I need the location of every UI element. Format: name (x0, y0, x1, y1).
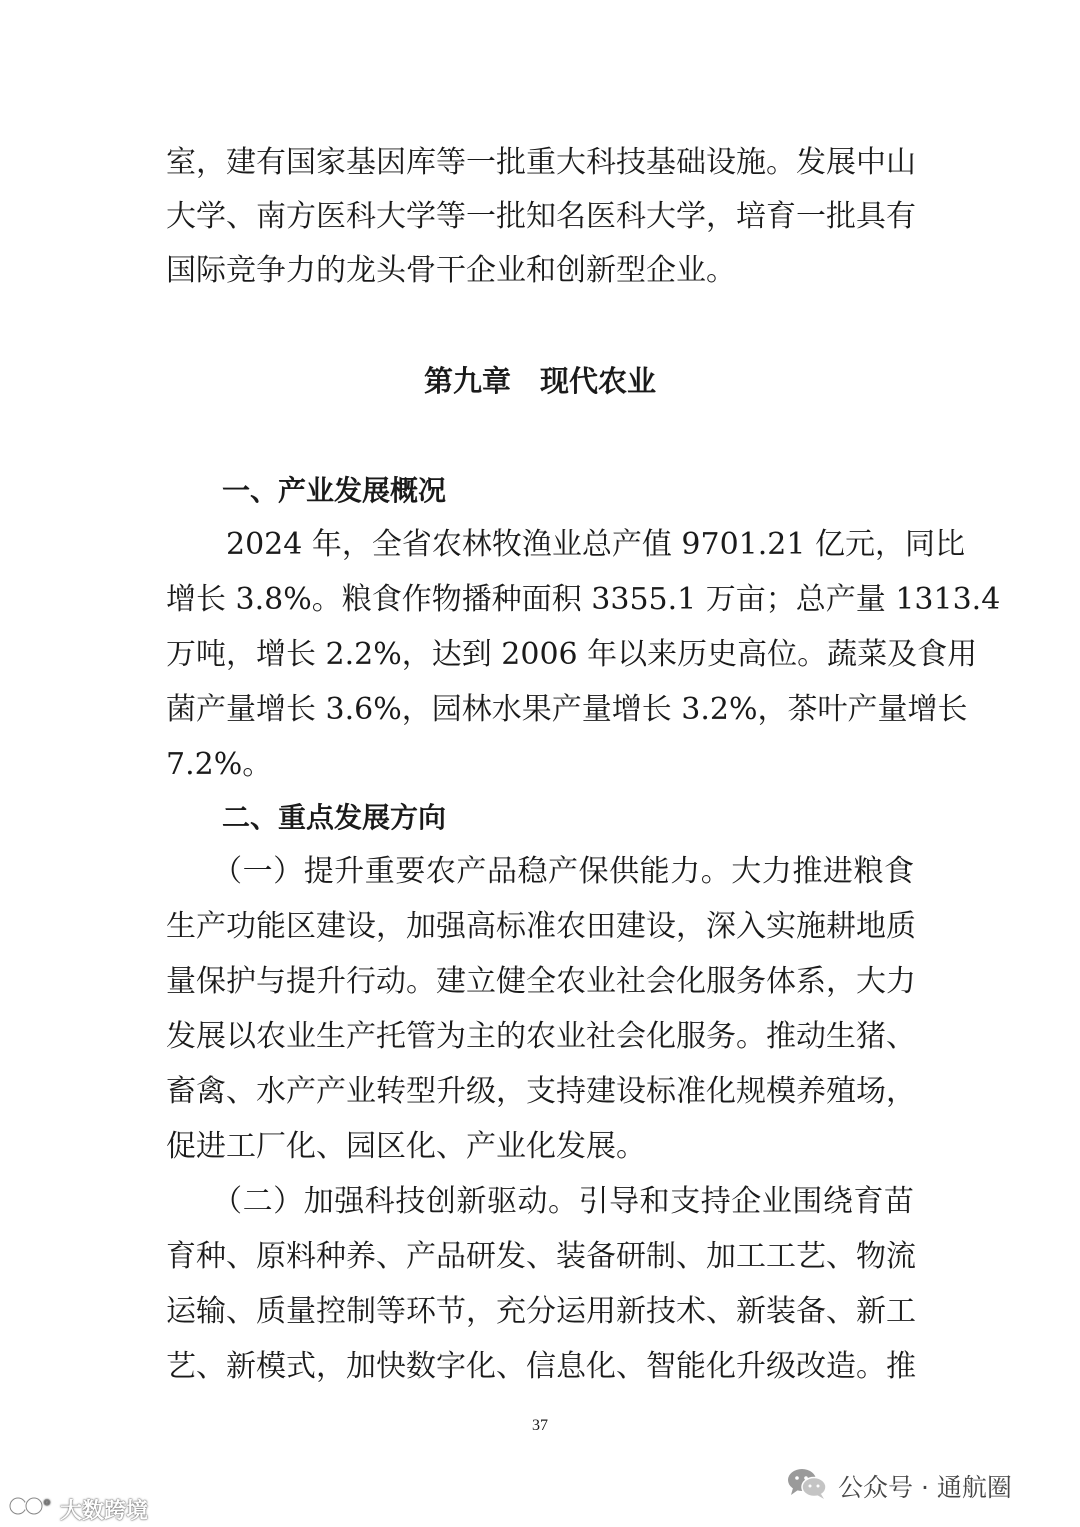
body-text-line: 增长 3.8%。粮食作物播种面积 3355.1 万亩；总产量 1313.4 (166, 582, 1001, 617)
body-text-line: 2024 年，全省农林牧渔业总产值 9701.21 亿元，同比 (166, 527, 966, 562)
body-text-line: 7.2%。 (166, 747, 273, 782)
body-text-line: 发展以农业生产托管为主的农业社会化服务。推动生猪、 (166, 1019, 916, 1054)
body-text-line: 生产功能区建设，加强高标准农田建设，深入实施耕地质 (166, 909, 916, 944)
watermark-text: 公众号 · 通航圈 (838, 1473, 1012, 1502)
svg-text:®: ® (43, 1498, 51, 1507)
body-text-line: 量保护与提升行动。建立健全农业社会化服务体系，大力 (166, 964, 916, 999)
body-text-line: 国际竞争力的龙头骨干企业和创新型企业。 (166, 253, 736, 288)
wechat-icon (786, 1466, 828, 1506)
body-text-line: 畜禽、水产产业转型升级，支持建设标准化规模养殖场， (166, 1074, 916, 1109)
body-text-line: 育种、原料种养、产品研发、装备研制、加工工艺、物流 (166, 1239, 916, 1274)
body-text-line: 大学、南方医科大学等一批知名医科大学，培育一批具有 (166, 199, 916, 234)
body-text-line: 艺、新模式，加快数字化、信息化、智能化升级改造。推 (166, 1349, 916, 1384)
page-number: 37 (532, 1417, 548, 1434)
chapter-title: 第九章 现代农业 (423, 364, 656, 398)
section-heading: 一、产业发展概况 (222, 474, 447, 507)
section-heading: 二、重点发展方向 (222, 801, 447, 834)
body-text-line: 万吨，增长 2.2%，达到 2006 年以来历史高位。蔬菜及食用 (166, 637, 978, 672)
brand-logo-icon (8, 1495, 54, 1523)
watermark-text: 大数跨境 (60, 1498, 149, 1524)
body-text-line: （一）提升重要农产品稳产保供能力。大力推进粮食 (166, 854, 914, 889)
body-text-line: 室，建有国家基因库等一批重大科技基础设施。发展中山 (166, 145, 916, 180)
body-text-line: （二）加强科技创新驱动。引导和支持企业围绕育苗 (166, 1184, 914, 1219)
body-text-line: 运输、质量控制等环节，充分运用新技术、新装备、新工 (166, 1294, 916, 1329)
body-text-line: 菌产量增长 3.6%，园林水果产量增长 3.2%，茶叶产量增长 (166, 692, 968, 727)
brand-watermark (8, 1494, 148, 1524)
body-text-line: 促进工厂化、园区化、产业化发展。 (166, 1129, 646, 1164)
wechat-watermark (786, 1466, 1012, 1506)
